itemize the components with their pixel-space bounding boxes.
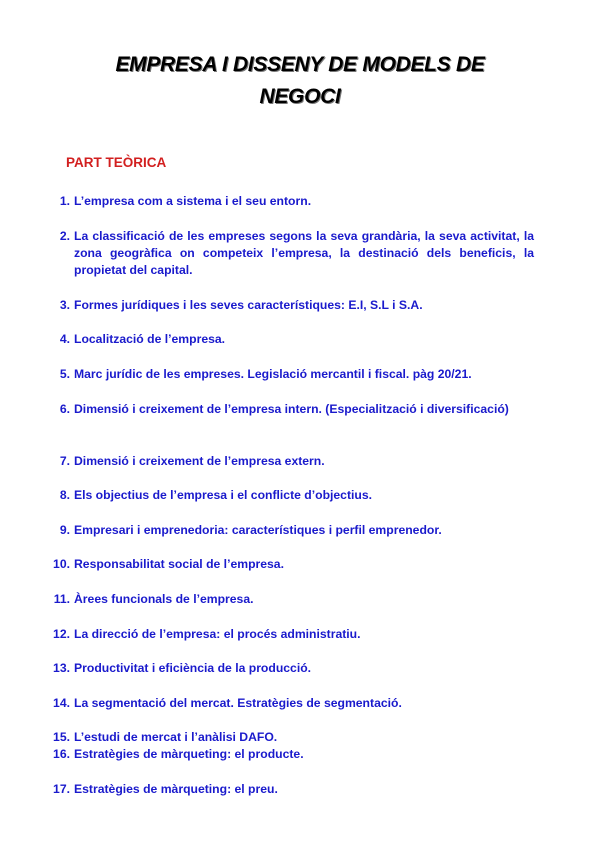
list-item [46,695,534,712]
item-text: L’estudi de mercat i l’anàlisi DAFO. [74,730,278,744]
list-item [46,781,534,798]
list-item [46,591,534,608]
item-text: Els objectius de l’empresa i el conflicte d’objectius. [74,488,373,502]
item-number: 7. [59,454,70,468]
item-text: Localització de l’empresa. [74,332,226,346]
item-number: 2. [59,229,70,243]
item-number: 16. [53,747,70,761]
title-line-2: NEGOCI [259,85,341,108]
item-text: Productivitat i eficiència de la producció. [74,661,312,675]
item-text: Dimensió i creixement de l’empresa intern. (Especialització i diversificació) [74,402,509,416]
item-text: Formes jurídiques i les seves característiques: E.I, S.L i S.A. [74,298,423,312]
item-number: 6. [59,402,70,416]
item-number: 14. [53,696,70,710]
list-item [46,522,534,539]
list-item [46,228,534,279]
item-text: Estratègies de màrqueting: el producte. [74,747,304,761]
item-text: Marc jurídic de les empreses. Legislació mercantil i fiscal. pàg 20/21. [74,367,472,381]
list-item [46,746,534,763]
item-text: L’empresa com a sistema i el seu entorn. [74,194,312,208]
list-item [46,660,534,677]
document-title [40,49,560,113]
item-number: 11. [53,592,70,606]
item-text: La classificació de les empreses segons la seva grandària, la seva activitat, la zona geogràfica on competeix l’empresa, la destinació dels beneficis, la propietat del capital. [74,229,534,277]
item-text: Empresari i emprenedoria: característiques i perfil emprenedor. [74,523,442,537]
section-heading: PART TEÒRICA [66,155,167,170]
item-number: 17. [53,782,70,796]
list-item [46,453,534,470]
list-item [46,729,534,746]
item-number: 5. [59,367,70,381]
list-item [46,366,534,383]
item-number: 3. [59,298,70,312]
item-number: 12. [53,627,70,641]
title-line-1: EMPRESA I DISSENY DE MODELS DE [115,53,485,76]
item-number: 4. [59,332,70,346]
list-item [46,401,534,418]
item-text: La direcció de l’empresa: el procés administratiu. [74,627,361,641]
item-text: Responsabilitat social de l’empresa. [74,557,284,571]
list-item [46,626,534,643]
list-item [46,556,534,573]
item-text: La segmentació del mercat. Estratègies de segmentació. [74,696,402,710]
list-item [46,297,534,314]
item-number: 13. [53,661,70,675]
item-number: 15. [53,730,70,744]
item-number: 10. [53,557,70,571]
item-number: 8. [59,488,70,502]
list-item [46,331,534,348]
item-number: 9. [59,523,70,537]
item-number: 1. [59,194,70,208]
list-item [46,193,534,210]
list-item [46,487,534,504]
item-text: Dimensió i creixement de l’empresa extern. [74,454,325,468]
item-text: Àrees funcionals de l’empresa. [74,592,254,606]
item-text: Estratègies de màrqueting: el preu. [74,782,278,796]
